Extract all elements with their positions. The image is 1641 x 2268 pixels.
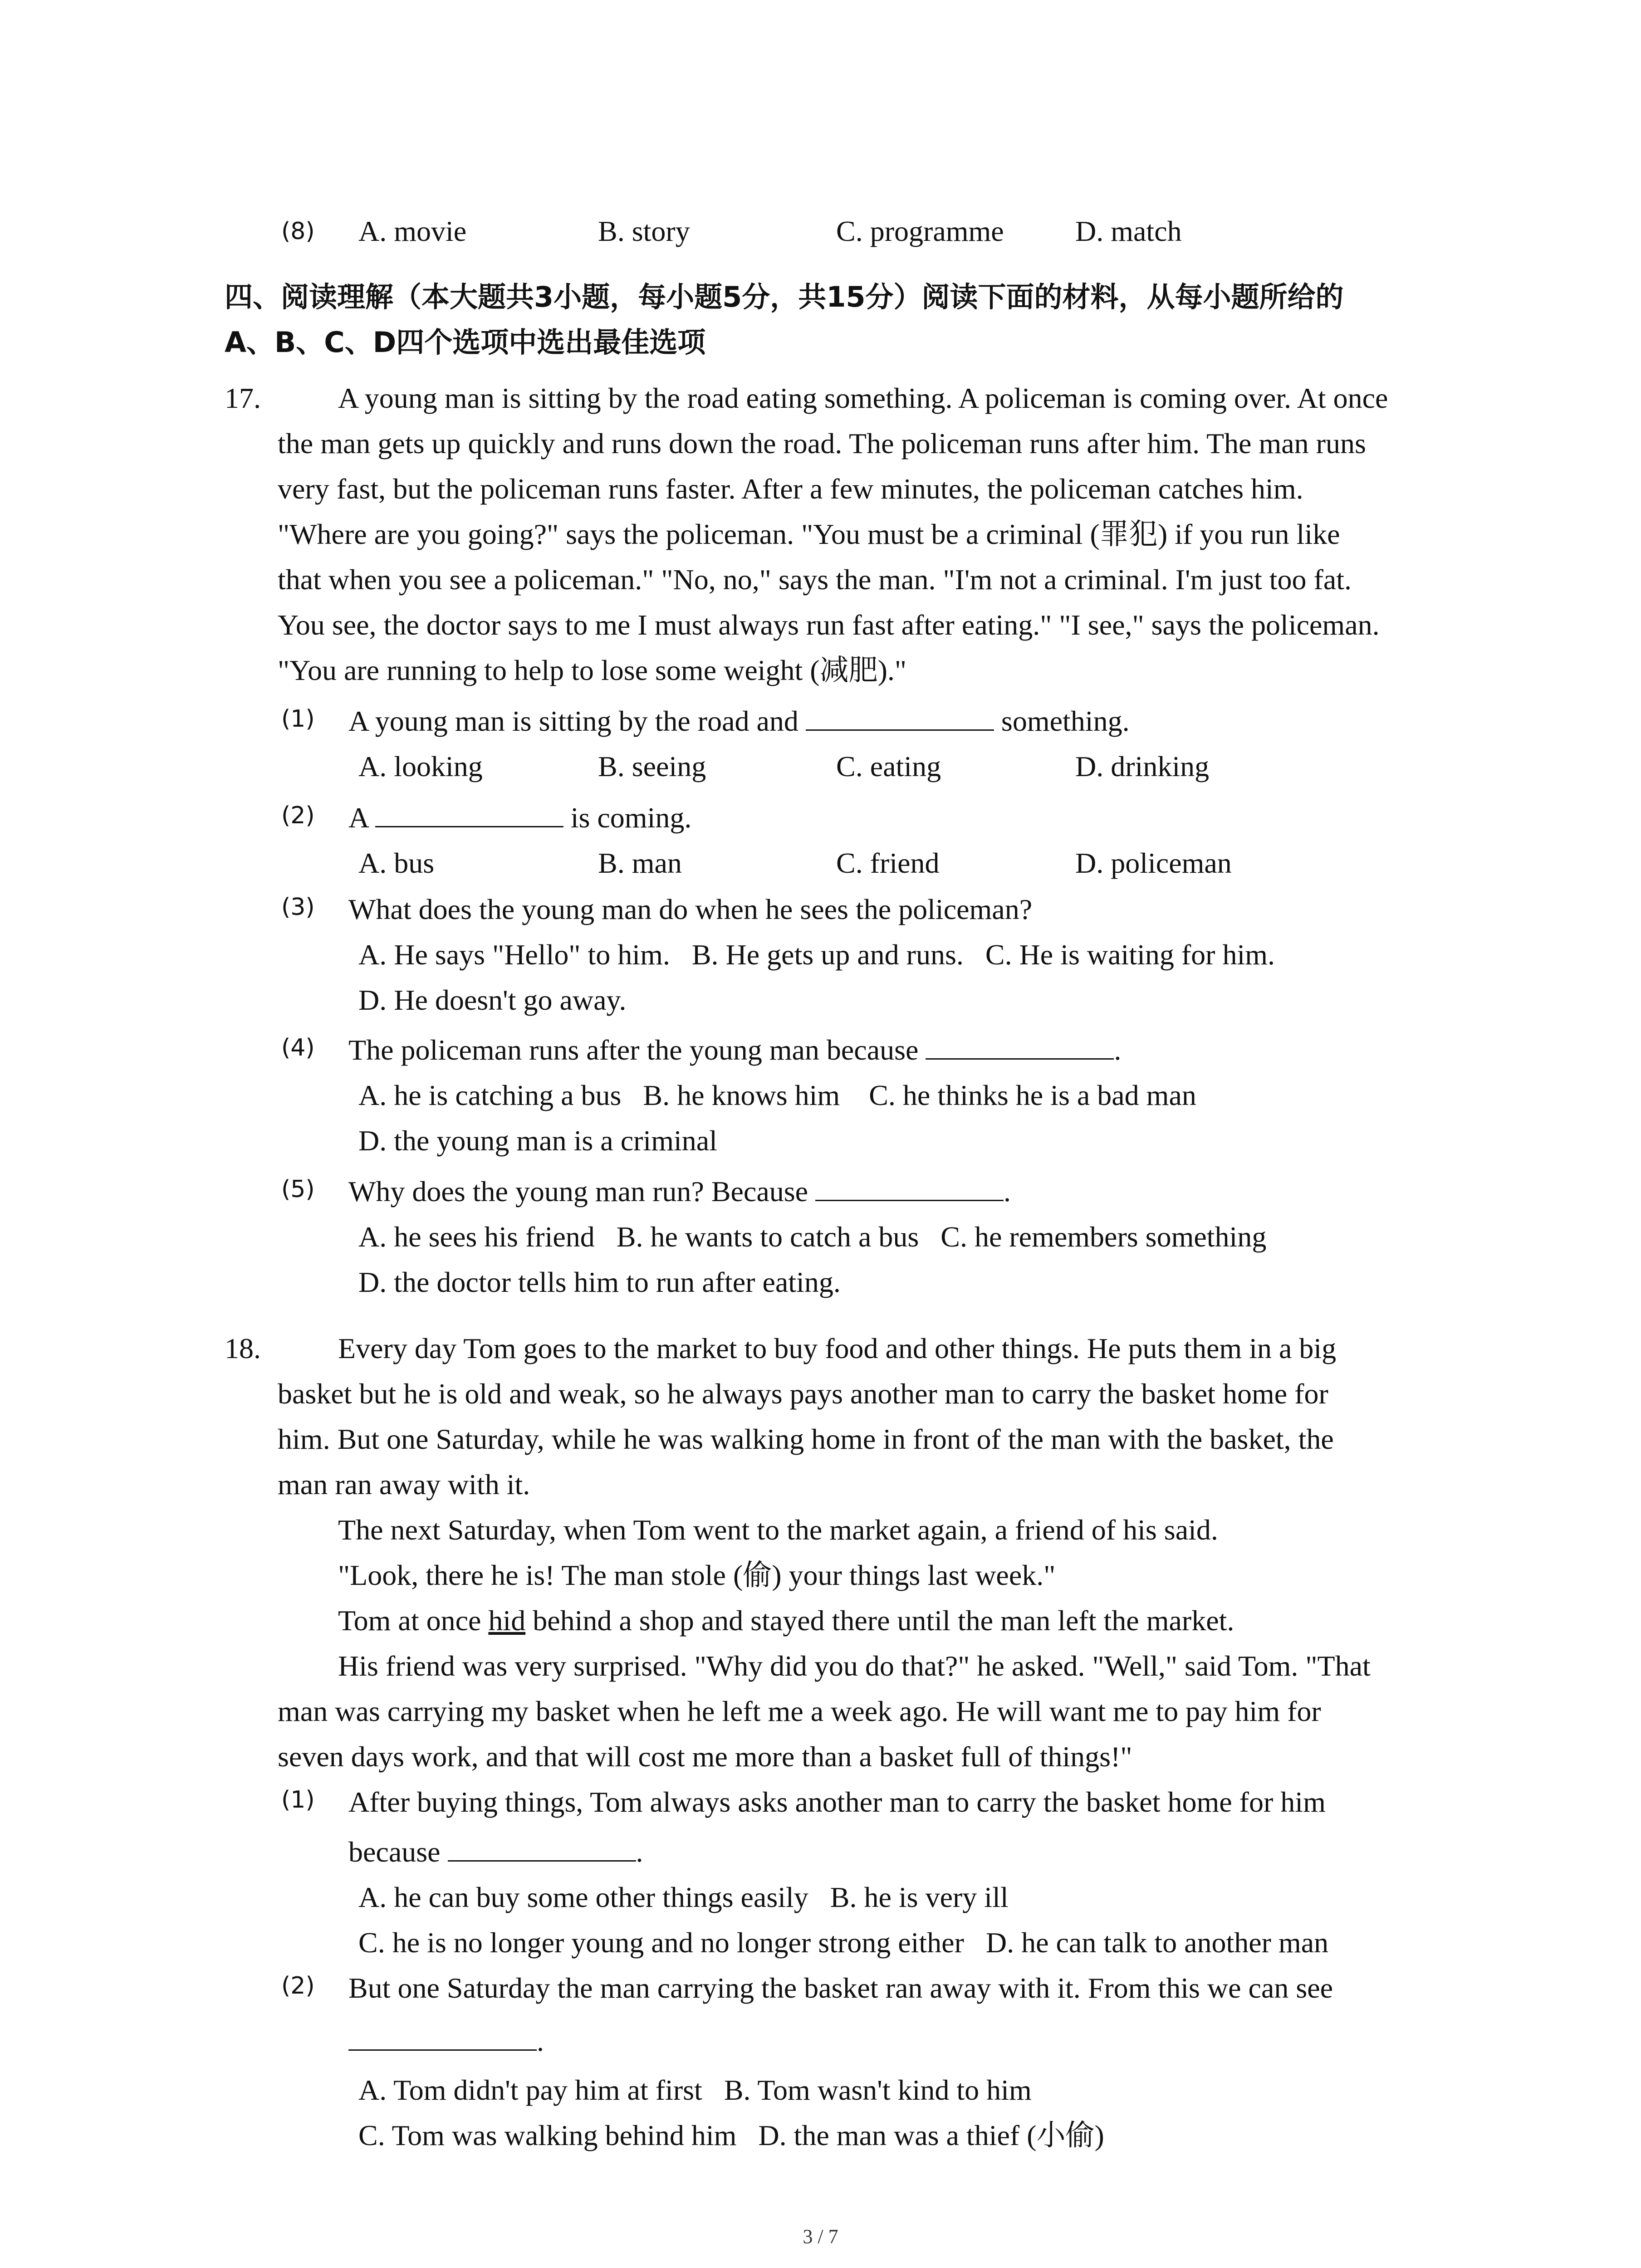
q18-2-stem-cont: .: [348, 2023, 544, 2059]
q17-1-stem: A young man is sitting by the road and something.: [348, 705, 1130, 737]
q18-passage-line: seven days work, and that will cost me more than a basket full of things!": [278, 1740, 1132, 1773]
q17-5-stem: Why does the young man run? Because .: [348, 1175, 1011, 1207]
q17-4-number: (4): [281, 1034, 315, 1061]
q17-passage-line: A young man is sitting by the road eating something. A policeman is coming over. At once: [338, 382, 1388, 414]
q17-2-number: (2): [281, 802, 315, 829]
q17-2-option-c: C. friend: [836, 847, 940, 879]
q17-3-options: A. He says "Hello" to him. B. He gets up and runs. C. He is waiting for him.: [358, 938, 1275, 971]
q18-passage-line: basket but he is old and weak, so he always pays another man to carry the basket home for: [278, 1378, 1328, 1410]
q17-5-option-d: D. the doctor tells him to run after eating.: [358, 1266, 841, 1298]
q18-passage-line: him. But one Saturday, while he was walking home in front of the man with the basket, the: [278, 1423, 1334, 1455]
q17-4-options: A. he is catching a bus B. he knows him C. he thinks he is a bad man: [358, 1079, 1196, 1111]
q17-5-number: (5): [281, 1176, 315, 1203]
q18-1-stem-cont: because .: [348, 1836, 643, 1868]
answer-blank: [348, 2024, 537, 2051]
q17-1-number: (1): [281, 705, 315, 733]
q18-passage-line: man ran away with it.: [278, 1468, 530, 1501]
q17-1-option-b: B. seeing: [598, 750, 706, 782]
q17-3-stem: What does the young man do when he sees the policeman?: [348, 893, 1033, 925]
q17-3-option-d: D. He doesn't go away.: [358, 984, 627, 1016]
q16-8-option-b: B. story: [598, 215, 690, 247]
q17-passage-line: You see, the doctor says to me I must always run fast after eating." "I see," says the policeman.: [278, 609, 1380, 641]
q16-8-option-a: A. movie: [358, 215, 467, 247]
q17-2-stem: A is coming.: [348, 802, 692, 834]
answer-blank: [926, 1033, 1114, 1060]
q18-1-stem: After buying things, Tom always asks another man to carry the basket home for him: [348, 1786, 1326, 1818]
q18-passage-line: His friend was very surprised. "Why did you do that?" he asked. "Well," said Tom. "That: [338, 1650, 1371, 1682]
underlined-word-hid: hid: [488, 1604, 526, 1637]
q17-passage-line: that when you see a policeman." "No, no," says the man. "I'm not a criminal. I'm just too fat.: [278, 563, 1352, 596]
q18-passage-line: The next Saturday, when Tom went to the market again, a friend of his said.: [338, 1514, 1218, 1546]
q17-2-option-d: D. policeman: [1075, 847, 1232, 879]
q18-2-number: (2): [281, 1972, 315, 1999]
q17-1-option-d: D. drinking: [1075, 750, 1210, 782]
q17-4-option-d: D. the young man is a criminal: [358, 1124, 717, 1157]
q17-passage-line: very fast, but the policeman runs faster. After a few minutes, the policeman catches him.: [278, 473, 1303, 505]
q18-passage-line: Every day Tom goes to the market to buy food and other things. He puts them in a big: [338, 1332, 1337, 1364]
q18-2-options: C. Tom was walking behind him D. the man was a thief (小偷): [358, 2119, 1104, 2151]
q17-5-options: A. he sees his friend B. he wants to catch a bus C. he remembers something: [358, 1221, 1267, 1253]
q17-passage-line: the man gets up quickly and runs down the road. The policeman runs after him. The man runs: [278, 427, 1366, 459]
q17-2-option-b: B. man: [598, 847, 682, 879]
q17-1-option-a: A. looking: [358, 750, 483, 782]
q18-2-options: A. Tom didn't pay him at first B. Tom wasn't kind to him: [358, 2074, 1032, 2106]
q18-passage-line: man was carrying my basket when he left me a week ago. He will want me to pay him for: [278, 1695, 1321, 1727]
q18-passage-line: "Look, there he is! The man stole (偷) your things last week.": [338, 1559, 1056, 1591]
q16-8-option-d: D. match: [1075, 215, 1182, 247]
section-heading-line1: 四、阅读理解（本大题共3小题，每小题5分，共15分）阅读下面的材料，从每小题所给的: [225, 280, 1344, 313]
page-number: 3 / 7: [803, 2225, 838, 2248]
q17-3-number: (3): [281, 894, 315, 921]
answer-blank: [448, 1835, 636, 1862]
q17-4-stem: The policeman runs after the young man because .: [348, 1034, 1122, 1066]
answer-blank: [375, 801, 563, 827]
q18-1-options: C. he is no longer young and no longer strong either D. he can talk to another man: [358, 1926, 1329, 1959]
q17-1-option-c: C. eating: [836, 750, 941, 782]
q16-8-number: (8): [281, 218, 315, 245]
section-heading-line2: A、B、C、D四个选项中选出最佳选项: [225, 326, 706, 359]
answer-blank: [815, 1174, 1004, 1201]
q18-1-options: A. he can buy some other things easily B. he is very ill: [358, 1881, 1009, 1913]
q17-2-option-a: A. bus: [358, 847, 435, 879]
q18-number: 18.: [225, 1332, 261, 1364]
q18-2-stem: But one Saturday the man carrying the basket ran away with it. From this we can see: [348, 1972, 1333, 2004]
q17-number: 17.: [225, 382, 261, 414]
q18-1-number: (1): [281, 1786, 315, 1813]
q17-passage-line: "You are running to help to lose some weight (减肥).": [278, 654, 907, 686]
q16-8-option-c: C. programme: [836, 215, 1004, 247]
answer-blank: [806, 704, 994, 731]
q18-passage-line: Tom at once hid behind a shop and stayed there until the man left the market.: [338, 1604, 1234, 1637]
q17-passage-line: "Where are you going?" says the policeman. "You must be a criminal (罪犯) if you run like: [278, 518, 1340, 550]
